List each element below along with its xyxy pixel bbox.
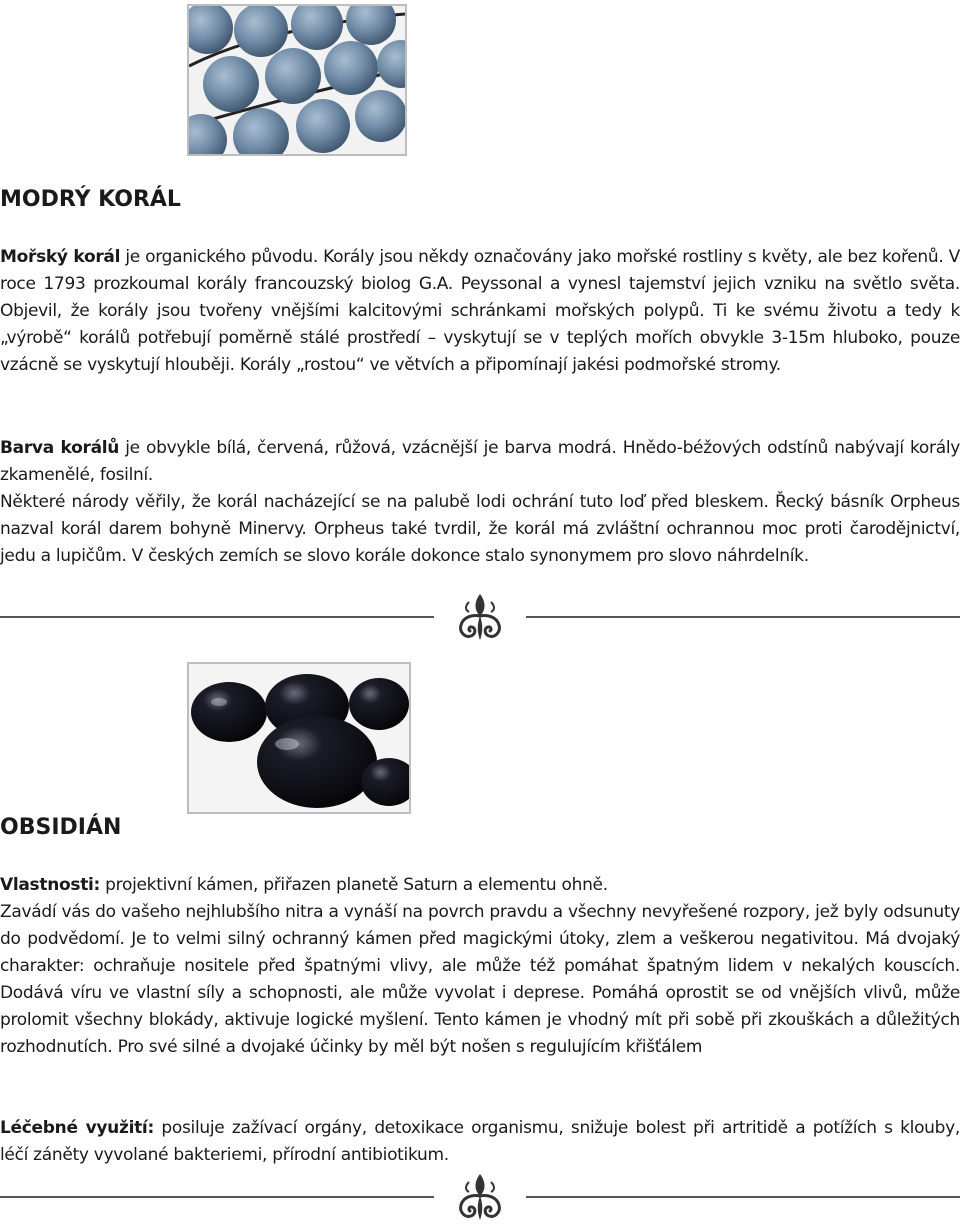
coral-color-text: je obvykle bílá, červená, růžová, vzácnější je barva modrá. Hnědo-béžových odstínů nabývají korály zkamenělé, fosilní.	[0, 438, 960, 485]
obsidian-healing-paragraph	[0, 1115, 960, 1169]
coral-color-lead: Barva korálů	[0, 438, 120, 458]
coral-lead-term: Mořský korál	[0, 247, 121, 267]
coral-origin-text: je organického původu. Korály jsou někdy označovány jako mořské rostliny s květy, ale bez kořenů. V roce 1793 prozkoumal korály francouzský biolog G.A. Peyssonal a vynesl tajemství jejich vzniku na světlo světa. Objevil, že korály jsou tvořeny vnějšími kalcitovými schránkami mořských polypů. Ti ke svému životu a tedy k „výrobě“ korálů potřebují poměrně stálé prostředí – vyskytují se v teplých mořích obvykle 3-15m hluboko, pouze vzácně se vyskytují hlouběji. Korály „rostou“ ve větvích a připomínají jakési podmořské stromy.	[0, 247, 960, 375]
obsidian-properties-text: projektivní kámen, přiřazen planetě Saturn a elementu ohně.	[100, 875, 608, 895]
section-title-modry-koral: MODRÝ KORÁL	[0, 187, 181, 212]
coral-paragraph-color	[0, 435, 960, 489]
obsidian-description-paragraph: Zavádí vás do vašeho nejhlubšího nitra a vynáší na povrch pravdu a všechny nevyřešené rozpory, jež byly odsunuty do podvědomí. Je to velmi silný ochranný kámen před magickými útoky, zlem a veškerou negativitou. Má dvojaký charakter: ochraňuje nositele před špatnými vlivy, ale může též pomáhat špatným lidem v nekalých kouscích. Dodává víru ve vlastní síly a schopnosti, ale může vyvolat i deprese. Pomáhá oprostit se od vnějších vlivů, může prolomit všechny blokády, aktivuje logické myšlení. Tento kámen je vhodný mít při sobě při zkouškách a důležitých rozhodnutích. Pro své silné a dvojaké účinky by měl být nošen s regulujícím křišťálem	[0, 902, 960, 1057]
obsidian-healing-lead: Léčebné využití:	[0, 1118, 154, 1138]
coral-beads-image	[187, 4, 407, 156]
section-divider	[0, 1172, 960, 1222]
fleuron-ornament-icon	[449, 592, 511, 642]
coral-paragraph-origin	[0, 244, 960, 379]
obsidian-properties-line	[0, 872, 960, 899]
obsidian-stones-image	[187, 662, 411, 814]
section-divider	[0, 592, 960, 642]
obsidian-properties-lead: Vlastnosti:	[0, 875, 101, 895]
section-title-obsidian: OBSIDIÁN	[0, 815, 122, 840]
obsidian-healing-text: posiluje zažívací orgány, detoxikace organismu, snižuje bolest při artritidě a potížích s klouby, léčí záněty vyvolané bakteriemi, přírodní antibiotikum.	[0, 1118, 960, 1165]
coral-paragraph-legend: Některé národy věřily, že korál nacházející se na palubě lodi ochrání tuto loď před bleskem. Řecký básník Orpheus nazval korál darem bohyně Minervy. Orpheus také tvrdil, že korál má zvláštní ochrannou moc proti čarodějnictví, jedu a lupičům. V českých zemích se slovo korále dokonce stalo synonymem pro slovo náhrdelník.	[0, 492, 960, 566]
fleuron-ornament-icon	[449, 1172, 511, 1222]
